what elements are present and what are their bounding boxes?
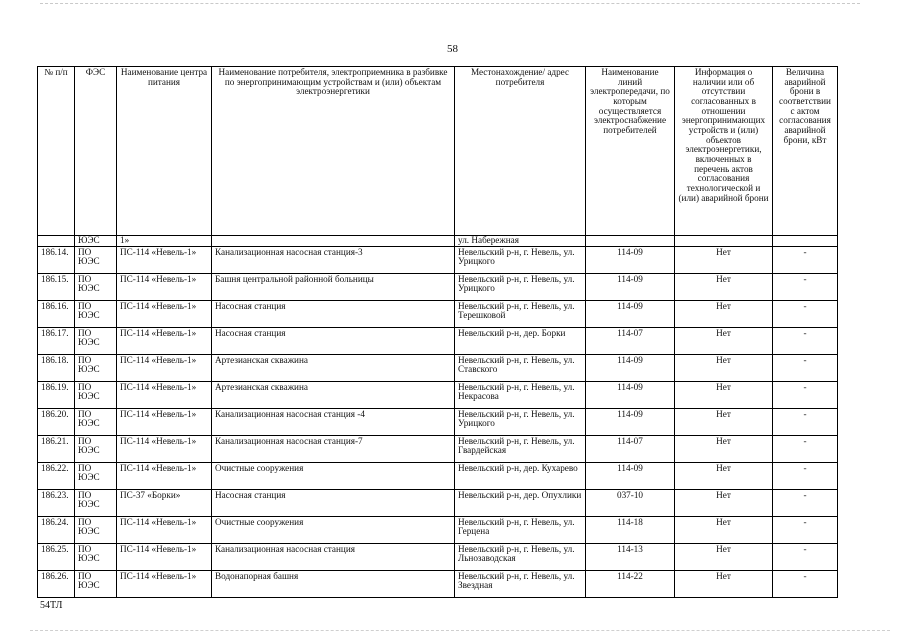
header-lines: Наименование линий электропередачи, по которым осуществляется электроснабжение потребителей — [586, 67, 675, 236]
cell-lines: 114-13 — [586, 543, 675, 570]
cell-location: Невельский р-н, г. Невель, ул. Терешковой — [455, 300, 586, 327]
cell-info — [675, 236, 773, 247]
table-row — [38, 516, 838, 543]
cell-center: 1» — [117, 236, 212, 247]
cell-lines: 114-09 — [586, 300, 675, 327]
cell-location: Невельский р-н, дер. Опухлики — [455, 489, 586, 516]
scan-artifact-top — [40, 3, 860, 4]
cell-center: ПС-114 «Невель-1» — [117, 570, 212, 597]
cell-lines: 114-22 — [586, 570, 675, 597]
cell-consumer: Очистные сооружения — [212, 516, 455, 543]
cell-info: Нет — [675, 570, 773, 597]
consumer-table — [37, 66, 838, 598]
cell-num: 186.26. — [38, 570, 75, 597]
cell-consumer — [212, 236, 455, 247]
cell-num — [38, 236, 75, 247]
cell-location: Невельский р-н, г. Невель, ул. Урицкого — [455, 273, 586, 300]
cell-reserve: - — [773, 246, 838, 273]
header-center: Наименование центра питания — [117, 67, 212, 236]
header-info: Информация о наличии или об отсутствии согласованных в отношении энергопринимающих устройств и (или) объектов электроэнергетики, включенных в перечень актов согласования технологической и (или) аварийной брони — [675, 67, 773, 236]
cell-consumer: Насосная станция — [212, 489, 455, 516]
cell-center: ПС-114 «Невель-1» — [117, 462, 212, 489]
cell-lines: 114-09 — [586, 246, 675, 273]
scan-artifact-bottom — [30, 630, 890, 631]
cell-info: Нет — [675, 327, 773, 354]
table-row — [38, 354, 838, 381]
cell-info: Нет — [675, 489, 773, 516]
cell-location: Невельский р-н, г. Невель, ул. Льнозаводская — [455, 543, 586, 570]
cell-center: ПС-114 «Невель-1» — [117, 246, 212, 273]
table-row — [38, 435, 838, 462]
cell-lines: 114-09 — [586, 462, 675, 489]
cell-lines: 114-09 — [586, 408, 675, 435]
cell-fes: ПО ЮЭС — [75, 408, 117, 435]
cell-consumer: Насосная станция — [212, 327, 455, 354]
table-row — [38, 489, 838, 516]
page-number: 58 — [447, 43, 458, 55]
cell-center: ПС-114 «Невель-1» — [117, 516, 212, 543]
cell-location: Невельский р-н, дер. Борки — [455, 327, 586, 354]
cell-reserve: - — [773, 408, 838, 435]
cell-fes: ПО ЮЭС — [75, 354, 117, 381]
cell-lines: 114-18 — [586, 516, 675, 543]
cell-location: Невельский р-н, г. Невель, ул. Герцена — [455, 516, 586, 543]
cell-num: 186.16. — [38, 300, 75, 327]
table-row — [38, 543, 838, 570]
table-row — [38, 300, 838, 327]
cell-info: Нет — [675, 246, 773, 273]
footer-code: 54ТЛ — [40, 600, 63, 611]
cell-info: Нет — [675, 408, 773, 435]
cell-reserve: - — [773, 300, 838, 327]
cell-num: 186.14. — [38, 246, 75, 273]
cell-reserve: - — [773, 381, 838, 408]
cell-num: 186.17. — [38, 327, 75, 354]
header-location: Местонахождение/ адрес потребителя — [455, 67, 586, 236]
cell-center: ПС-114 «Невель-1» — [117, 273, 212, 300]
cell-fes: ПО ЮЭС — [75, 300, 117, 327]
cell-consumer: Артезианская скважина — [212, 381, 455, 408]
cell-info: Нет — [675, 435, 773, 462]
cell-location: Невельский р-н, дер. Кухарево — [455, 462, 586, 489]
cell-num: 186.24. — [38, 516, 75, 543]
table-row — [38, 408, 838, 435]
cell-reserve: - — [773, 327, 838, 354]
cell-location: Невельский р-н, г. Невель, ул. Гвардейская — [455, 435, 586, 462]
cell-info: Нет — [675, 516, 773, 543]
cell-center: ПС-114 «Невель-1» — [117, 408, 212, 435]
cell-reserve: - — [773, 570, 838, 597]
cell-consumer: Башня центральной районной больницы — [212, 273, 455, 300]
cell-center: ПС-114 «Невель-1» — [117, 354, 212, 381]
table-row — [38, 273, 838, 300]
cell-reserve: - — [773, 435, 838, 462]
cell-reserve: - — [773, 462, 838, 489]
table-header-row — [38, 67, 838, 236]
cell-info: Нет — [675, 381, 773, 408]
cell-lines: 037-10 — [586, 489, 675, 516]
table-row — [38, 327, 838, 354]
cell-num: 186.20. — [38, 408, 75, 435]
table-row — [38, 570, 838, 597]
cell-location: Невельский р-н, г. Невель, ул. Урицкого — [455, 246, 586, 273]
cell-consumer: Водонапорная башня — [212, 570, 455, 597]
header-fes: ФЭС — [75, 67, 117, 236]
cell-num: 186.25. — [38, 543, 75, 570]
cell-fes: ПО ЮЭС — [75, 246, 117, 273]
cell-consumer: Канализационная насосная станция -4 — [212, 408, 455, 435]
table-row — [38, 462, 838, 489]
cell-reserve: - — [773, 273, 838, 300]
cell-num: 186.19. — [38, 381, 75, 408]
cell-num: 186.22. — [38, 462, 75, 489]
cell-center: ПС-114 «Невель-1» — [117, 381, 212, 408]
cell-location: Невельский р-н, г. Невель, ул. Ставского — [455, 354, 586, 381]
cell-center: ПС-114 «Невель-1» — [117, 300, 212, 327]
cell-lines: 114-09 — [586, 273, 675, 300]
cell-lines: 114-09 — [586, 381, 675, 408]
cell-consumer: Насосная станция — [212, 300, 455, 327]
table-row — [38, 246, 838, 273]
cell-location: Невельский р-н, г. Невель, ул. Некрасова — [455, 381, 586, 408]
cell-fes: ПО ЮЭС — [75, 570, 117, 597]
cell-consumer: Очистные сооружения — [212, 462, 455, 489]
cell-fes: ПО ЮЭС — [75, 516, 117, 543]
cell-info: Нет — [675, 354, 773, 381]
cell-reserve: - — [773, 516, 838, 543]
cell-reserve: - — [773, 489, 838, 516]
cell-reserve: - — [773, 354, 838, 381]
cell-reserve — [773, 236, 838, 247]
cell-consumer: Канализационная насосная станция — [212, 543, 455, 570]
cell-center: ПС-37 «Борки» — [117, 489, 212, 516]
continuation-row — [38, 236, 838, 247]
cell-center: ПС-114 «Невель-1» — [117, 543, 212, 570]
cell-location: ул. Набережная — [455, 236, 586, 247]
cell-consumer: Канализационная насосная станция-3 — [212, 246, 455, 273]
cell-fes: ПО ЮЭС — [75, 435, 117, 462]
cell-info: Нет — [675, 543, 773, 570]
header-reserve: Величина аварийной брони в соответствии с актом согласования аварийной брони, кВт — [773, 67, 838, 236]
cell-info: Нет — [675, 300, 773, 327]
cell-fes: ПО ЮЭС — [75, 543, 117, 570]
cell-num: 186.23. — [38, 489, 75, 516]
cell-num: 186.15. — [38, 273, 75, 300]
header-consumer: Наименование потребителя, электроприемника в разбивке по энергопринимающим устройствам и (или) объектам электроэнергетики — [212, 67, 455, 236]
cell-consumer: Артезианская скважина — [212, 354, 455, 381]
cell-location: Невельский р-н, г. Невель, ул. Звездная — [455, 570, 586, 597]
cell-info: Нет — [675, 273, 773, 300]
cell-num: 186.18. — [38, 354, 75, 381]
cell-center: ПС-114 «Невель-1» — [117, 327, 212, 354]
table-body — [38, 236, 838, 598]
table-row — [38, 381, 838, 408]
cell-fes: ЮЭС — [75, 236, 117, 247]
cell-center: ПС-114 «Невель-1» — [117, 435, 212, 462]
cell-lines: 114-09 — [586, 354, 675, 381]
cell-lines: 114-07 — [586, 327, 675, 354]
cell-info: Нет — [675, 462, 773, 489]
cell-lines: 114-07 — [586, 435, 675, 462]
cell-fes: ПО ЮЭС — [75, 489, 117, 516]
cell-fes: ПО ЮЭС — [75, 462, 117, 489]
cell-fes: ПО ЮЭС — [75, 273, 117, 300]
cell-lines — [586, 236, 675, 247]
cell-location: Невельский р-н, г. Невель, ул. Урицкого — [455, 408, 586, 435]
cell-consumer: Канализационная насосная станция-7 — [212, 435, 455, 462]
cell-fes: ПО ЮЭС — [75, 327, 117, 354]
cell-num: 186.21. — [38, 435, 75, 462]
cell-fes: ПО ЮЭС — [75, 381, 117, 408]
header-num: № п/п — [38, 67, 75, 236]
cell-reserve: - — [773, 543, 838, 570]
